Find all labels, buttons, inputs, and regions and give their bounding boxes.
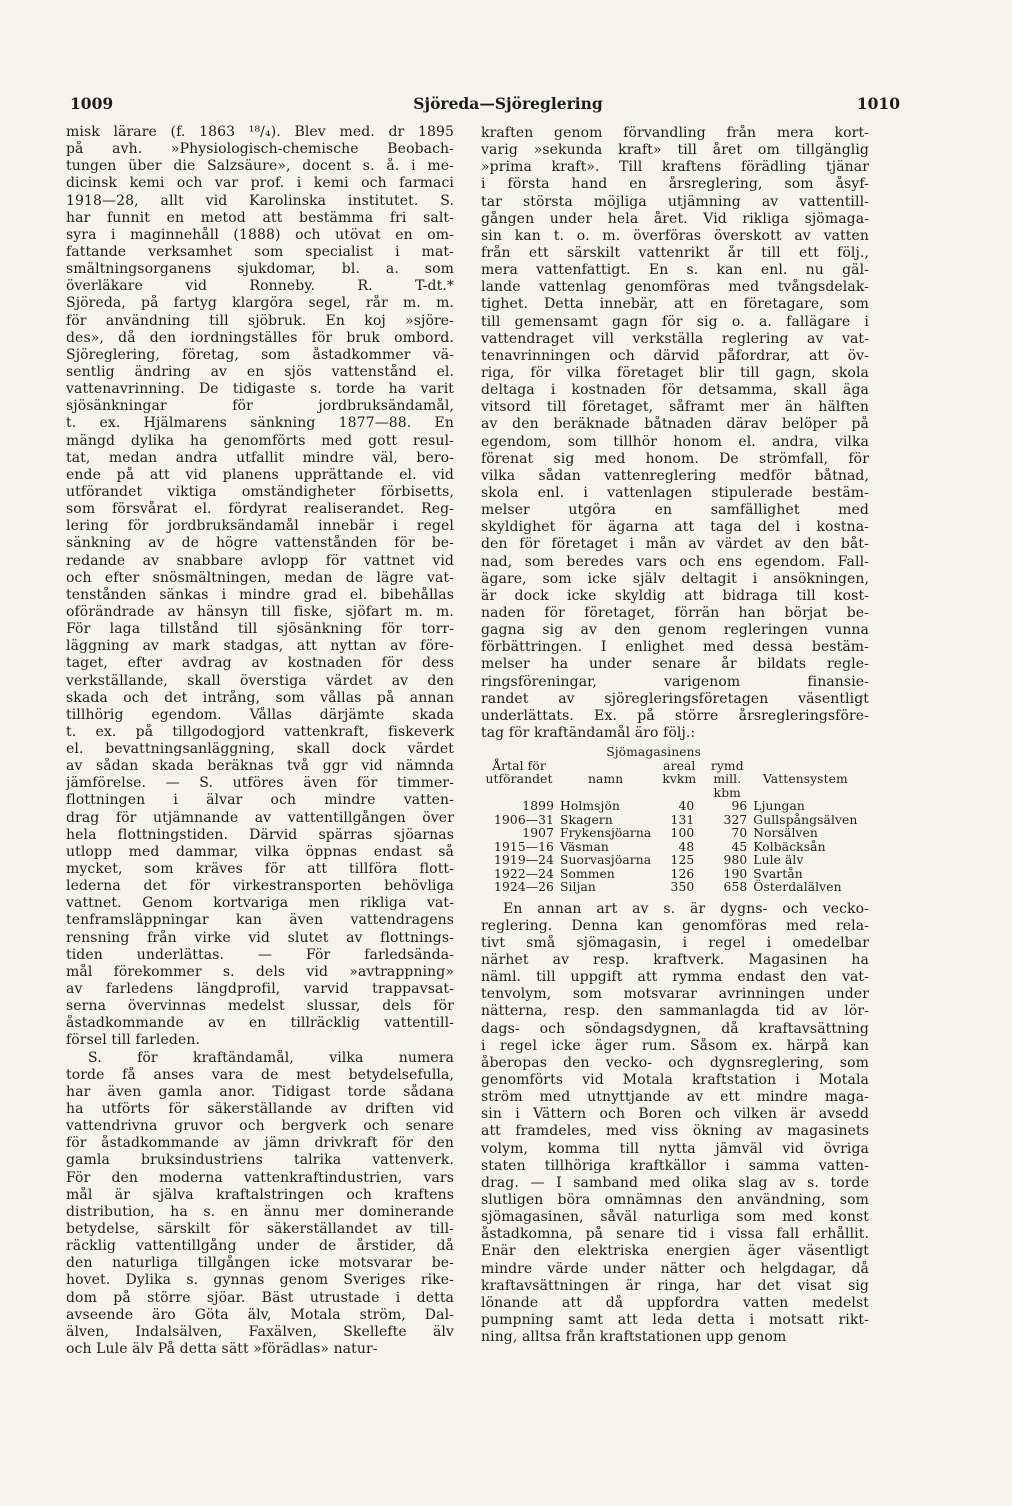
text-line: dags- och söndagsdygnen, då kraftavsättning [481,1020,869,1037]
text-line: melser utgöra en samfällighet med [481,502,869,519]
text-line: underlättats. Ex. på större årsregleringsföre- [481,707,869,724]
text-line: tighet. Detta innebär, att en företagare, som [481,296,869,313]
table-cell: 48 [678,839,695,854]
page-number-right: 1010 [856,94,900,113]
text-line: deltaga i kostnaden för detsamma, skall äga [481,382,869,399]
text-line: avseende äro Göta älv, Motala ström, Dal- [66,1306,454,1323]
text-line: drag för utjämnande av vattentillgången över [66,809,454,826]
text-line: och Lule älv På detta sätt »förädlas» natur- [66,1340,378,1357]
text-line: näml. till uppgift att rymma endast den vat- [481,969,869,986]
text-line: åberopas den vecko- och dygnsreglering, som [481,1054,869,1071]
text-line: överläkare vid Ronneby. R. T-dt.* [66,278,454,295]
text-line: gamla bruksindustriens talrika vattenverk. [66,1152,454,1169]
text-line: flottningen i älvar och mindre vatten- [66,792,454,809]
table-row [481,814,860,828]
text-line: förbättringen. I enlighet med dessa bestäm- [481,639,869,656]
text-line: försel till farleden. [66,1032,201,1049]
text-line: taget, efter avdrag av kostnaden för dess [66,655,454,672]
text-line: Enär den elektriska energien äger väsentligt [481,1243,869,1260]
text-line: lande vattenlag genomföras med tvångsdelak- [481,279,869,296]
table-cell: 125 [670,853,695,868]
text-line: verkställande, skall överstiga värdet av den [66,672,454,689]
table-cell: Sommen [560,866,615,881]
table-cell: 126 [670,866,695,881]
table-row [481,881,860,895]
table-cell: 1907 [522,826,554,841]
table-cell: 1922—24 [494,866,554,881]
text-line: vitsord till företaget, såframt mer än hälften [481,399,869,416]
text-line: mängd dylika ha genomförts med gott resul- [66,432,454,449]
text-line: randet av sjöregleringsföretagen väsentligt [481,690,869,707]
text-line: hovet. Dylika s. gynnas genom Sveriges rike- [66,1272,454,1289]
table-super-header: Sjömagasinens [606,745,702,760]
text-line: S. för kraftändamål, vilka numera [88,1049,454,1066]
text-line: sjösänkningar för jordbruksändamål, [66,398,454,415]
table-column-header: Vattensystem [762,772,848,787]
table-cell: Kolbäcksån [753,839,826,854]
text-line: tenframsläppningar kan även vattendragens [66,912,454,929]
text-line: från ett särskilt vattenrikt år till ett följ., [481,244,869,261]
text-line: ende på att vid planens upprättande el. vid [66,466,454,483]
text-line: att framdeles, med viss ökning av magasinets [481,1123,869,1140]
text-line: mycket, som kräves för att tillföra flott- [66,861,454,878]
text-line: lederna det för virkestransporten behövliga [66,878,454,895]
table-cell: Frykensjöarna [560,826,652,841]
table-row [481,827,860,841]
table-cell: 100 [670,826,695,841]
table-cell: 1899 [522,799,554,814]
table-cell: Svartån [753,866,803,881]
text-line: åstadkommande av en tillräcklig vattentill- [66,1015,454,1032]
text-line: nätterna, resp. den sammanlagda tid av lör- [481,1003,869,1020]
table-cell: Skagern [560,812,613,827]
table-column-header: Årtal för utförandet [485,758,553,787]
text-line: sin kan t. o. m. överföras överskott av vatten [481,227,869,244]
text-line: tiden underlättas. — För farledsända- [66,946,454,963]
text-line: tat, medan andra utfallit mindre väl, bero- [66,449,454,466]
table-cell: Suorvasjöarna [560,853,652,868]
text-line: tag för kraftändamål äro följ.: [481,724,696,741]
text-line: Sjöreda, på fartyg klargöra segel, rår m. m. [66,295,454,312]
text-line: reglering. Denna kan genomföras med rela- [481,917,869,934]
text-line: för åstadkommande av jämn drivkraft för den [66,1135,454,1152]
text-line: har funnit en metod att bestämma fri salt- [66,209,454,226]
table-column-header: namn [588,772,624,787]
table-header-row [481,760,860,801]
text-line: kraften genom förvandling från mera kort- [481,125,869,141]
text-line: melser ha under senare år bildats regle- [481,656,869,673]
text-line: t. ex. Hjälmarens sänkning 1877—88. En [66,415,454,432]
text-line: av farledens längdprofil, varvid trappavsat- [66,981,454,998]
text-line: tungen über die Salzsäure», docent s. å. i me- [66,158,454,175]
text-line: sänkning av de högre vattenstånden för be- [66,535,454,552]
text-line: tenstånden sänkas i mindre grad el. bibehållas [66,586,454,603]
text-line: 1918—28, allt vid Karolinska institutet. S. [66,192,454,209]
text-line: mål är själva kraftalstringen och kraftens [66,1186,454,1203]
text-line: tenavrinningen och därvid påfordrar, att öv- [481,347,869,364]
text-line: i första hand en årsreglering, som åsyf- [481,176,869,193]
text-line: skyldighet för ägarna att taga del i kostna- [481,519,869,536]
table-cell: 350 [670,880,695,895]
text-line: vattendrivna gruvor och bergverk och senare [66,1118,454,1135]
text-line: gången under hela året. Vid rikliga sjömaga- [481,210,869,227]
text-line: tivt små sjömagasin, i regel i omedelbar [481,934,869,951]
text-line: älven, Indalsälven, Faxälven, Skellefte älv [66,1323,454,1340]
table-cell: Gullspångsälven [753,812,858,827]
text-line: läggning av mark stadgas, att nyttan av före- [66,638,454,655]
table-cell: 40 [678,799,695,814]
text-line: varig »sekunda kraft» till året om tillgänglig [481,142,869,159]
table-column-header: rymd mill. kbm [710,758,744,800]
table-cell: 190 [723,866,748,881]
table-cell: Siljan [560,880,596,895]
text-line: serna övervinnas medelst slussar, dels för [66,998,454,1015]
text-line: ha utförts för säkerställande av driften vid [66,1101,454,1118]
text-line: ström med utnyttjande av ett mindre maga- [481,1089,869,1106]
text-line: utförandet viktiga omständigheter förbisetts, [66,483,454,500]
text-line: distribution, ha s. en ännu mer dominerande [66,1203,454,1220]
table-cell: 1906—31 [494,812,554,827]
text-line: kraftavsättningen är ringa, har det visat sig [481,1277,869,1294]
text-line: t. ex. på tillgodogjord vattenkraft, fiskeverk [66,723,454,740]
table-cell: 96 [731,799,748,814]
text-line: volym, komma till nytta jämväl vid övriga [481,1140,869,1157]
text-line: staten tillhöriga kraftkällor i samma vatten- [481,1157,869,1174]
text-line: den för företaget i mån av värdet av den båt- [481,536,869,553]
table-row [481,841,860,855]
text-line: För den moderna vattenkraftindustrien, vars [66,1169,454,1186]
page-title: Sjöreda—Sjöreglering [413,94,603,113]
text-line: rensning från virke vid slutet av flottnings- [66,929,454,946]
text-line: vilka sådan vattenreglering medför båtnad, [481,467,869,484]
text-line: förenat sig med honom. De strömfall, för [481,450,869,467]
text-line: vattnet. Genom kortvariga men rikliga vat- [66,895,454,912]
page-number-left: 1009 [70,94,114,113]
text-line: riga, för vilka företaget blir till gagn, skola [481,364,869,381]
text-line: egendom, som tillhör honom el. andra, vilka [481,433,869,450]
text-line: ning, alltsa från kraftstationen upp genom [481,1329,787,1346]
text-line: sentlig ändring av en sjös vattenstånd el. [66,363,454,380]
text-line: För laga tillstånd till sjösänkning för torr- [66,621,454,638]
text-line: är dock icke skyldig att bidraga till kost- [481,587,869,604]
text-line: tar största möjliga utjämning av vattentill- [481,193,869,210]
text-line: sin i Vättern och Boren och vilken är avsedd [481,1106,869,1123]
table-cell: 45 [731,839,748,854]
table-cell: Holmsjön [560,799,620,814]
left-column [66,124,454,1358]
text-line: för användning till sjöbruk. En koj »sjöre- [66,312,454,329]
table-cell: 327 [723,812,748,827]
text-line: till gemensamt gagn för sig o. a. fallägare i [481,313,869,330]
text-line: närhet av resp. kraftverk. Magasinen ha [481,951,869,968]
text-line: oförändrade av hänsyn till fiske, sjöfart m. m. [66,603,454,620]
text-line: den naturliga tillgången icke motsvarar be- [66,1255,454,1272]
text-line: misk lärare (f. 1863 ¹⁸/₄). Blev med. dr 1895 [66,124,454,140]
text-line: har även gamla anor. Tidigast torde sådana [66,1083,454,1100]
text-line: vattendraget vill verkställa reglering av vat- [481,330,869,347]
text-line: vattenavrinning. De tidigaste s. torde ha varit [66,381,454,398]
text-line: torde få anses vara de mest betydelsefulla, [66,1066,454,1083]
text-line: skada och det intrång, som vållas på annan [66,689,454,706]
text-line: syra i maginnehåll (1888) och utövat en om- [66,226,454,243]
text-line: på avh. »Physiologisch-chemische Beobach- [66,141,454,158]
text-line: som försvårat el. fördyrat realiserandet. Reg- [66,501,454,518]
table-cell: Österdalälven [753,880,842,895]
text-line: fattande verksamhet som specialist i mat- [66,243,454,260]
text-line: ägare, som icke själv deltagit i ansökningen, [481,570,869,587]
table-cell: 70 [731,826,748,841]
table-cell: 980 [723,853,748,868]
text-line: mindre värde under nätter och helgdagar, då [481,1260,869,1277]
text-line: smältningsorganens sjukdomar, bl. a. som [66,261,454,278]
table-cell: Lule älv [753,853,804,868]
text-line: pumpning samt att leda detta i motsatt rikt- [481,1311,869,1328]
reservoir-table [481,746,860,895]
text-line: av sådan skada beräknas två ggr vid nämnda [66,758,454,775]
text-line: redande av snabbare avlopp för vattnet vid [66,552,454,569]
text-line: och efter snösmältningen, medan de lägre vat- [66,569,454,586]
text-line: tillhörig egendom. Vållas därjämte skada [66,706,454,723]
text-line: räcklig vattentillgång under de årstider, då [66,1238,454,1255]
text-line: slutligen böra omnämnas den användning, som [481,1191,869,1208]
text-line: nad, som beredes vars och ens egendom. Fall- [481,553,869,570]
text-line: dom på större sjöar. Bäst utrustade i detta [66,1289,454,1306]
text-line: i regel icke äger rum. Såsom ex. härpå kan [481,1037,869,1054]
text-line: av den beräknade båtnaden därav belöper på [481,416,869,433]
text-line: utlopp med dammar, vilka öppnas endast så [66,843,454,860]
right-column [481,125,869,1346]
table-cell: 1919—24 [494,853,554,868]
text-line: skola enl. i vattenlagen stipulerade bestäm- [481,484,869,501]
text-line: des», då den iordningställes för bruk ombord. [66,329,454,346]
text-line: el. bevattningsanläggning, skall dock värdet [66,741,454,758]
table-column-header: areal kvkm [662,758,697,787]
text-line: genomförts vid Motala kraftstation i Motala [481,1071,869,1088]
text-line: åstadkomna, på senare tid i vissa fall erhållit. [481,1226,869,1243]
text-line: mera vattenfattigt. En s. kan enl. nu gäl- [481,262,869,279]
text-line: tenvolym, som motsvarar avrinningen under [481,986,869,1003]
text-line: ringsföreningar, varigenom finansie- [481,673,869,690]
table-cell: Väsman [560,839,609,854]
text-line: dicinsk kemi och var prof. i kemi och farmaci [66,175,454,192]
table-cell: Norsälven [753,826,818,841]
text-line: »prima kraft». Till kraftens förädling tjänar [481,159,869,176]
text-line: lering för jordbruksändamål innebär i regel [66,518,454,535]
table-cell: 658 [723,880,748,895]
text-line: lönande att då uppfordra vatten medelst [481,1294,869,1311]
text-line: gagna sig av den genom regleringen vunna [481,622,869,639]
table-cell: 131 [670,812,695,827]
text-line: betydelse, särskilt för säkerställandet av till- [66,1221,454,1237]
text-line: En annan art av s. är dygns- och vecko- [503,900,869,917]
right-column-bottom-text [481,901,869,1347]
table-cell: 1915—16 [494,839,554,854]
text-line: sjömagasinen, såväl naturliga som med konst [481,1209,869,1226]
text-line: naden för företaget, förrän han börjat be- [481,604,869,621]
table-row [481,854,860,868]
text-line: mål förekommer s. dels vid »avtrappning» [66,963,454,980]
text-line: jämförelse. — S. utföres även för timmer- [66,775,454,792]
text-line: hela flottningstiden. Därvid spärras sjöarnas [66,826,454,843]
text-line: drag. — I samband med olika slag av s. torde [481,1174,869,1191]
table-cell: Ljungan [753,799,805,814]
table-row [481,800,860,814]
table-body [481,800,860,895]
text-line: Sjöreglering, företag, som åstadkommer vä- [66,346,454,363]
right-column-top-text [481,125,869,742]
table-cell: 1924—26 [494,880,554,895]
